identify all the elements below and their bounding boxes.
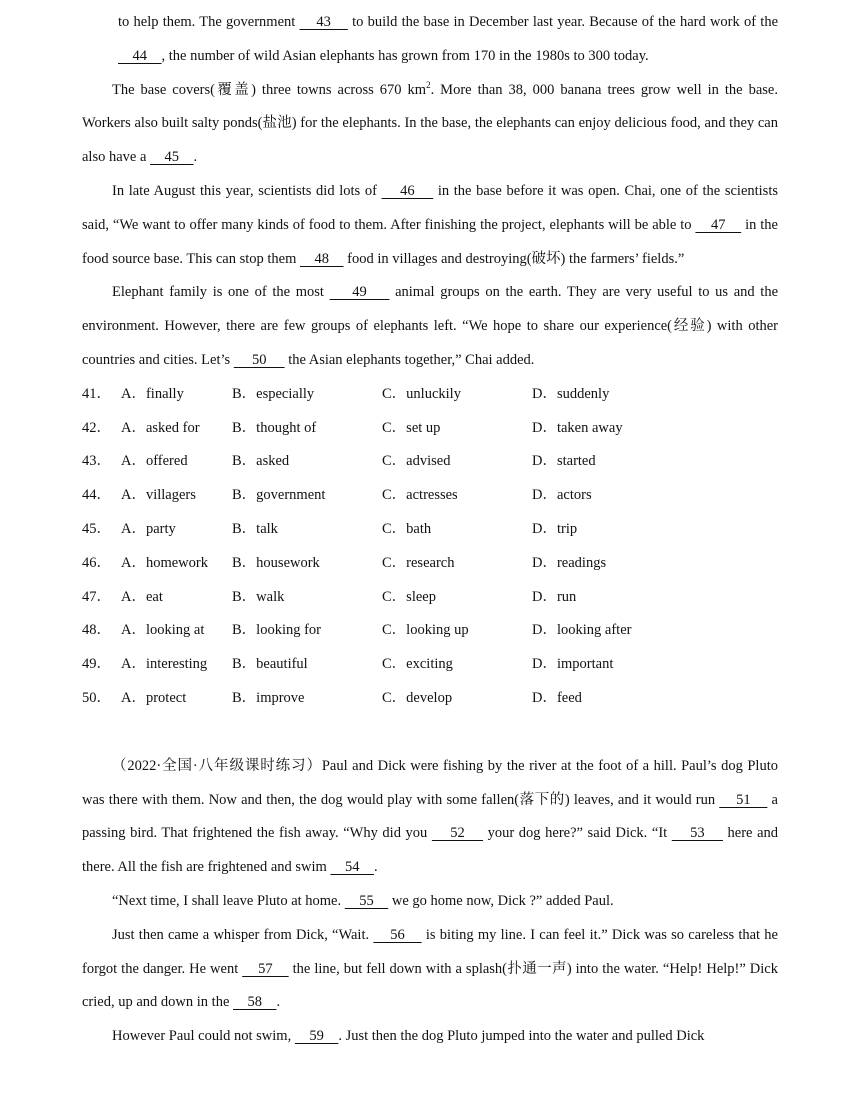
question-number: 42． bbox=[82, 419, 111, 436]
option-b[interactable]: B．asked bbox=[232, 453, 290, 470]
passage2-paragraph-2: “Next time, I shall leave Pluto at home. 55 we go home now, Dick ?” added Paul. bbox=[112, 892, 614, 909]
blank-52[interactable]: 52 bbox=[431, 825, 484, 842]
question-number: 49． bbox=[82, 656, 111, 673]
option-c[interactable]: C．unluckily bbox=[382, 385, 461, 402]
question-number: 48． bbox=[82, 622, 111, 639]
blank-50[interactable]: 50 bbox=[233, 351, 285, 368]
option-c[interactable]: C．develop bbox=[382, 689, 453, 706]
option-d[interactable]: D．looking after bbox=[532, 622, 632, 639]
option-row bbox=[82, 682, 778, 716]
passage2-paragraph-1: （2022·全国·八年级课时练习）Paul and Dick were fishing by the river at the foot of a hill. Paul’s dog Pluto was there with them. Now and then, the dog would play with some fallen(落下的) leaves, and it would run 51 a passing bird. That frightened the fish away. “Why did you 52 your dog here?” said Dick. “It 53 here and there. All the fish are frightened and swim 54 . bbox=[82, 757, 779, 876]
option-b[interactable]: B．looking for bbox=[232, 622, 322, 639]
passage1-paragraph-4: Elephant family is one of the most 49 animal groups on the earth. They are very useful to us and the environment. However, there are few groups of elephants left. “We hope to share our experience(经验) with other countries and cities. Let’s 50 the Asian elephants together,” Chai added. bbox=[82, 284, 779, 368]
blank-43[interactable]: 43 bbox=[299, 14, 348, 30]
option-b[interactable]: B．especially bbox=[232, 385, 315, 402]
option-a[interactable]: A．protect bbox=[121, 689, 187, 706]
question-number: 47． bbox=[82, 588, 111, 605]
option-d[interactable]: D．feed bbox=[532, 689, 582, 706]
option-row bbox=[82, 614, 778, 648]
question-number: 46． bbox=[82, 554, 111, 571]
option-row bbox=[82, 513, 778, 547]
question-number: 41． bbox=[82, 385, 111, 402]
question-number: 44． bbox=[82, 487, 111, 504]
option-row bbox=[82, 581, 778, 615]
passage1-paragraph-3: In late August this year, scientists did lots of 46 in the base before it was open. Chai, one of the scientists said, “We want to offer many kinds of food to them. After finishing the project, elephants will be able to 47 in the food source base. This can stop them 48 food in villages and destroying(破坏) the farmers’ fields.” bbox=[82, 182, 778, 267]
option-row bbox=[82, 479, 778, 513]
blank-47[interactable]: 47 bbox=[695, 216, 742, 233]
option-row bbox=[82, 412, 778, 446]
blank-51[interactable]: 51 bbox=[719, 791, 768, 808]
blank-53[interactable]: 53 bbox=[671, 825, 723, 842]
blank-57[interactable]: 57 bbox=[242, 960, 289, 977]
option-b[interactable]: B．housework bbox=[232, 554, 320, 571]
blank-54[interactable]: 54 bbox=[330, 859, 374, 876]
blank-58[interactable]: 58 bbox=[233, 994, 277, 1011]
blank-45[interactable]: 45 bbox=[150, 149, 194, 166]
option-c[interactable]: C．sleep bbox=[382, 588, 436, 605]
blank-59[interactable]: 59 bbox=[294, 1028, 339, 1045]
passage1-paragraph-2: The base covers(覆盖) three towns across 670 $km^2$. More than 38, 000 banana trees grow well in the base. Workers also built salty ponds(盐池) for the elephants. In the base, the elephants can enjoy delicious food, and they can also have a 45 . bbox=[82, 79, 778, 166]
document-page bbox=[82, 6, 778, 1054]
option-d[interactable]: D．taken away bbox=[532, 419, 623, 436]
option-d[interactable]: D．suddenly bbox=[532, 385, 610, 402]
option-c[interactable]: C．exciting bbox=[382, 656, 453, 673]
answer-options bbox=[82, 378, 778, 716]
option-a[interactable]: A．party bbox=[121, 520, 176, 537]
option-b[interactable]: B．walk bbox=[232, 588, 285, 605]
passage1-paragraph-1: to help them. The government 43 to build the base in December last year. Because of the hard work of the 44 , the number of wild Asian elephants has grown from 170 in the 1980s to 300 today. bbox=[118, 14, 779, 64]
option-c[interactable]: C．bath bbox=[382, 520, 432, 537]
option-a[interactable]: A．finally bbox=[121, 385, 184, 402]
option-a[interactable]: A．eat bbox=[121, 588, 163, 605]
option-row bbox=[82, 378, 778, 412]
option-b[interactable]: B．improve bbox=[232, 689, 305, 706]
passage2-paragraph-3: Just then came a whisper from Dick, “Wait. 56 is biting my line. I can feel it.” Dick was so careless that he forgot the danger. He went 57 the line, but fell down with a splash(扑通一声) into the water. “Help! Help!” Dick cried, up and down in the 58 . bbox=[82, 926, 778, 1011]
option-a[interactable]: A．homework bbox=[121, 554, 208, 571]
option-a[interactable]: A．interesting bbox=[121, 656, 208, 673]
question-number: 43． bbox=[82, 453, 111, 470]
blank-46[interactable]: 46 bbox=[381, 182, 434, 199]
blank-49[interactable]: 49 bbox=[329, 284, 390, 301]
blank-44[interactable]: 44 bbox=[118, 47, 162, 64]
option-row bbox=[82, 547, 778, 581]
option-d[interactable]: D．readings bbox=[532, 554, 607, 571]
blank-48[interactable]: 48 bbox=[300, 250, 344, 267]
question-number: 50． bbox=[82, 689, 111, 706]
option-d[interactable]: D．important bbox=[532, 656, 614, 673]
option-d[interactable]: D．trip bbox=[532, 520, 578, 537]
option-d[interactable]: D．started bbox=[532, 453, 596, 470]
option-c[interactable]: C．set up bbox=[382, 419, 441, 436]
option-row bbox=[82, 648, 778, 682]
option-c[interactable]: C．looking up bbox=[382, 622, 469, 639]
section-gap bbox=[82, 716, 778, 750]
option-row bbox=[82, 445, 778, 479]
option-a[interactable]: A．asked for bbox=[121, 419, 200, 436]
option-c[interactable]: C．research bbox=[382, 554, 455, 571]
option-c[interactable]: C．advised bbox=[382, 453, 451, 470]
blank-55[interactable]: 55 bbox=[344, 892, 389, 909]
question-number: 45． bbox=[82, 520, 111, 537]
option-d[interactable]: D．run bbox=[532, 588, 577, 605]
option-a[interactable]: A．offered bbox=[121, 453, 188, 470]
option-a[interactable]: A．looking at bbox=[121, 622, 205, 639]
option-b[interactable]: B．beautiful bbox=[232, 656, 308, 673]
option-a[interactable]: A．villagers bbox=[121, 487, 196, 504]
option-d[interactable]: D．actors bbox=[532, 487, 592, 504]
passage2-paragraph-4: However Paul could not swim, 59 . Just then the dog Pluto jumped into the water and pulled Dick bbox=[112, 1028, 705, 1045]
blank-56[interactable]: 56 bbox=[373, 926, 422, 943]
option-b[interactable]: B．government bbox=[232, 487, 326, 504]
option-c[interactable]: C．actresses bbox=[382, 487, 458, 504]
option-b[interactable]: B．talk bbox=[232, 520, 278, 537]
option-b[interactable]: B．thought of bbox=[232, 419, 317, 436]
